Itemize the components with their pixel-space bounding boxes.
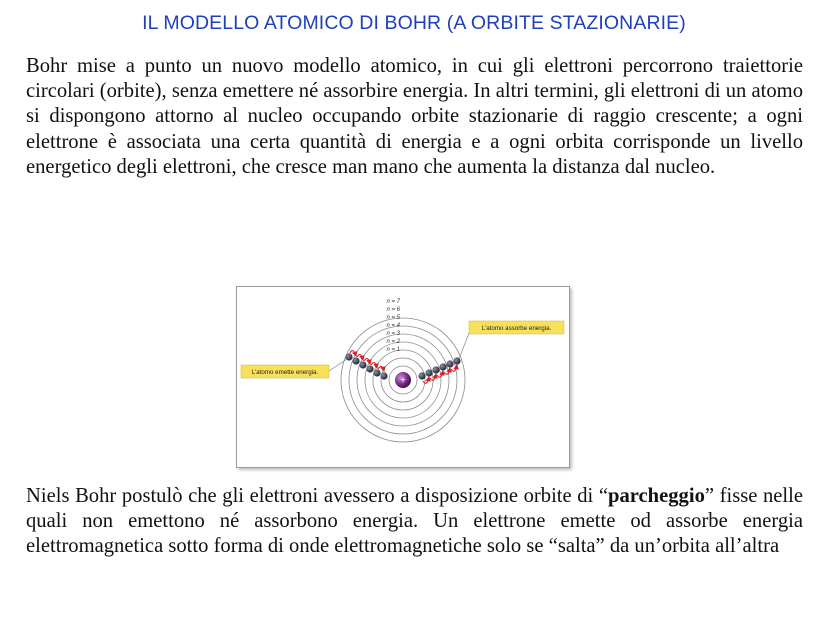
orbit-labels bbox=[386, 299, 400, 353]
electron bbox=[366, 365, 373, 372]
electron bbox=[359, 361, 366, 368]
orbit-label-6: n = 6 bbox=[386, 307, 400, 313]
emit-leader-line bbox=[329, 359, 347, 371]
absorb-label: L’atomo assorbe energia. bbox=[481, 324, 552, 332]
page-title: IL MODELLO ATOMICO DI BOHR (A ORBITE STAZIONARIE) bbox=[142, 12, 686, 34]
orbit-label-1: n = 1 bbox=[386, 347, 400, 353]
electron bbox=[446, 360, 453, 367]
orbit-label-4: n = 4 bbox=[386, 323, 400, 329]
postulate-text-start: Niels Bohr postulò che gli elettroni avessero a disposizione orbite di “ bbox=[26, 485, 608, 507]
bohr-postulate-paragraph bbox=[26, 484, 803, 560]
electron bbox=[352, 357, 359, 364]
electron bbox=[425, 369, 432, 376]
absorb-leader-line bbox=[459, 333, 469, 359]
postulate-bold-term: parcheggio bbox=[608, 485, 705, 507]
emit-label: L’atomo emette energia. bbox=[251, 368, 319, 376]
orbit-label-7: n = 7 bbox=[386, 299, 400, 305]
orbit-label-3: n = 3 bbox=[386, 331, 400, 337]
electron bbox=[373, 369, 380, 376]
orbit-label-2: n = 2 bbox=[386, 339, 400, 345]
electron bbox=[432, 366, 439, 373]
electron bbox=[418, 372, 425, 379]
postulate-text-end: ” fisse nelle quali non emettono né assorbono energia. Un elettrone emette od assorbe energia elettromagnetica sotto forma di onde elettromagnetiche solo se “salta” da un’orbita all’altra bbox=[26, 485, 803, 558]
electron bbox=[439, 363, 446, 370]
orbit-label-5: n = 5 bbox=[386, 315, 400, 321]
bohr-atom-figure bbox=[236, 286, 570, 468]
nucleus-symbol: + bbox=[400, 375, 406, 387]
intro-paragraph: Bohr mise a punto un nuovo modello atomico, in cui gli elettroni percorrono traiettorie circolari (orbite), senza emettere né assorbire energia. In altri termini, gli elettroni di un atomo si dispongono attorno al nucleo occupando orbite stazionarie di raggio crescente; a ogni elettrone è associata una certa quantità di energia e a ogni orbita corrisponde un livello energetico degli elettroni, che cresce man mano che aumenta la distanza dal nucleo. bbox=[26, 55, 803, 178]
electron bbox=[380, 372, 387, 379]
bohr-atom-diagram bbox=[237, 287, 569, 467]
